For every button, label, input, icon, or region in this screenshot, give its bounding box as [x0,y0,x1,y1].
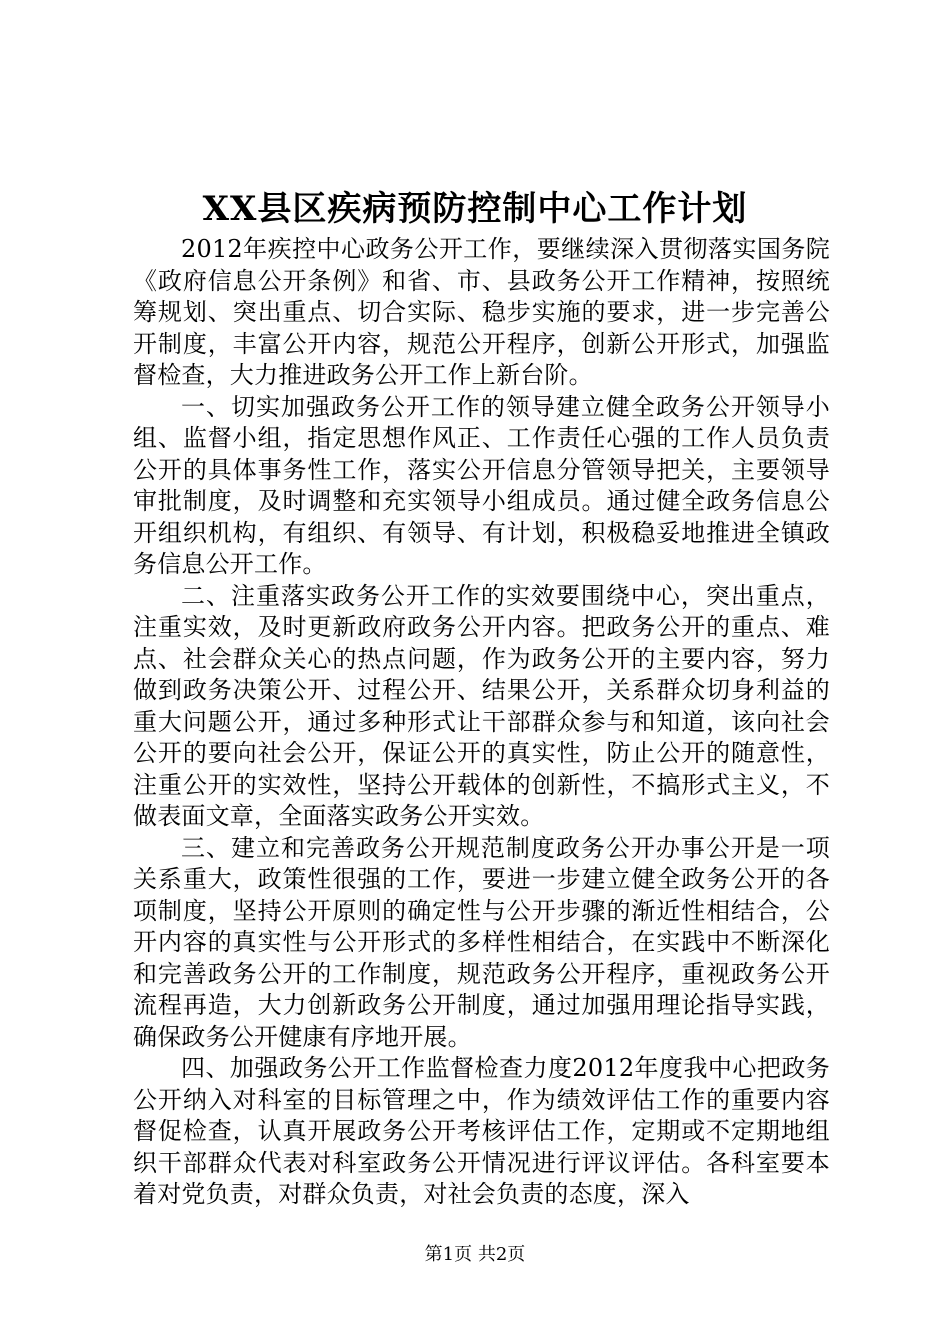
paragraph-intro: 2012年疾控中心政务公开工作，要继续深入贯彻落实国务院《政府信息公开条例》和省、市、县政务公开工作精神，按照统筹规划、突出重点、切合实际、稳步实施的要求，进一步完善公开制度，丰富公开内容，规范公开程序，创新公开形式，加强监督检查，大力推进政务公开工作上新台阶。 [133,235,830,389]
paragraph-section-1: 一、切实加强政务公开工作的领导建立健全政务公开领导小组、监督小组，指定思想作风正、工作责任心强的工作人员负责公开的具体事务性工作，落实公开信息分管领导把关，主要领导审批制度，及时调整和充实领导小组成员。通过健全政务信息公开组织机构，有组织、有领导、有计划，积极稳妥地推进全镇政务信息公开工作。 [133,392,830,578]
paragraph-section-2: 二、注重落实政务公开工作的实效要围绕中心，突出重点，注重实效，及时更新政府政务公开内容。把政务公开的重点、难点、社会群众关心的热点问题，作为政务公开的主要内容，努力做到政务决策公开、过程公开、结果公开，关系群众切身利益的重大问题公开，通过多种形式让干部群众参与和知道，该向社会公开的要向社会公开，保证公开的真实性，防止公开的随意性，注重公开的实效性，坚持公开载体的创新性，不搞形式主义，不做表面文章，全面落实政务公开实效。 [133,581,830,830]
paragraph-section-3: 三、建立和完善政务公开规范制度政务公开办事公开是一项关系重大，政策性很强的工作，要进一步建立健全政务公开的各项制度，坚持公开原则的确定性与公开步骤的渐近性相结合，公开内容的真实性与公开形式的多样性相结合，在实践中不断深化和完善政务公开的工作制度，规范政务公开程序，重视政务公开流程再造，大力创新政务公开制度，通过加强用理论指导实践，确保政务公开健康有序地开展。 [133,833,830,1051]
document-body [133,234,830,1211]
paragraph-section-4: 四、加强政务公开工作监督检查力度2012年度我中心把政务公开纳入对科室的目标管理之中，作为绩效评估工作的重要内容督促检查，认真开展政务公开考核评估工作，定期或不定期地组织干部群众代表对科室政务公开情况进行评议评估。各科室要本着对党负责，对群众负责，对社会负责的态度，深入 [133,1054,830,1208]
document-title: XX县区疾病预防控制中心工作计划 [202,189,748,229]
page-footer: 第1页 共2页 [424,1244,526,1265]
